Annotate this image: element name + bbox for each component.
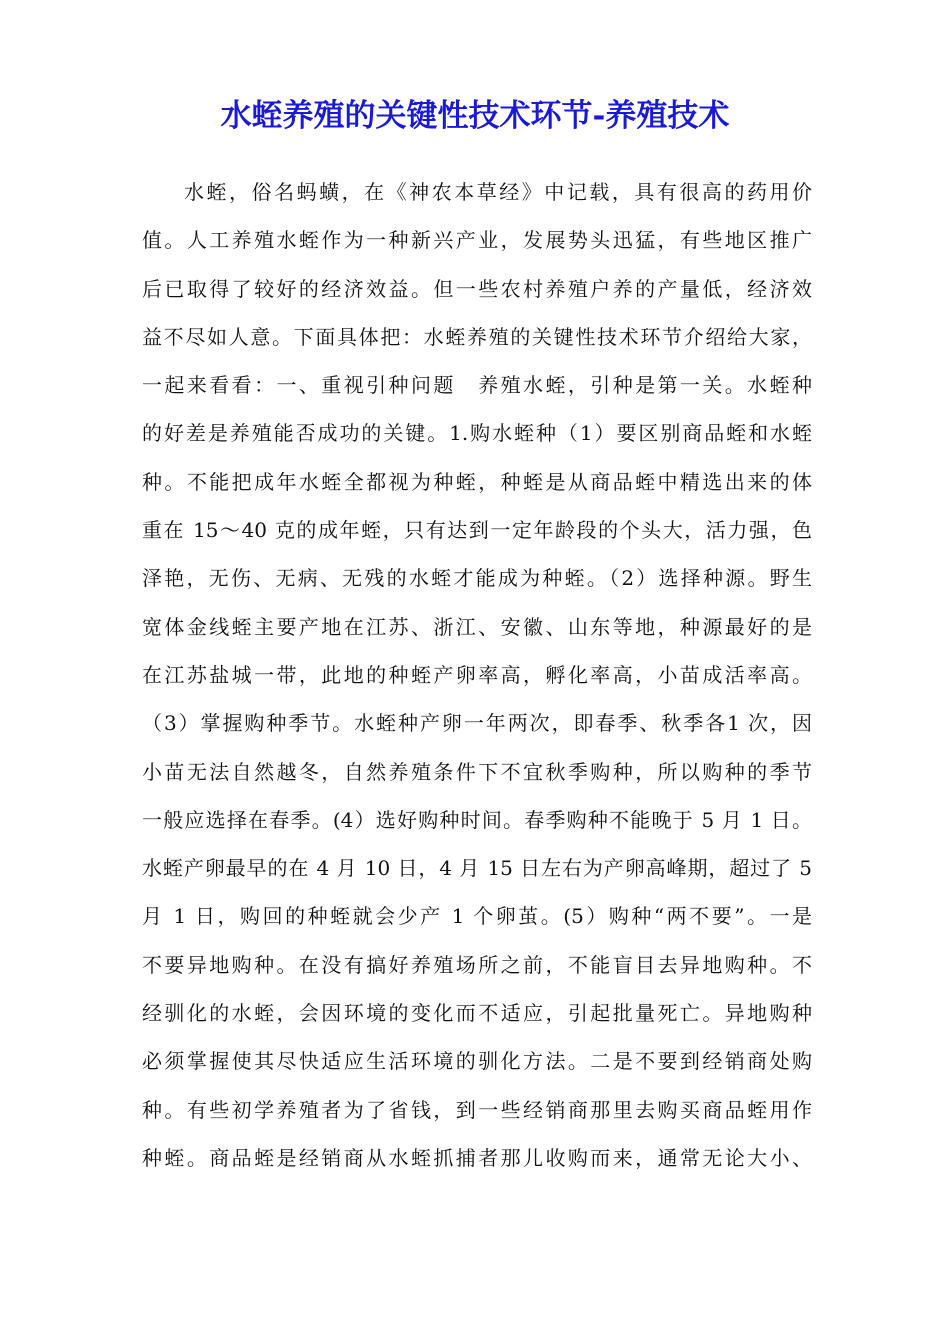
text-line: 月 1 日，购回的种蛭就会少产 1 个卵茧。(5）购种“两不要”。一是: [142, 904, 812, 929]
text-line: 重在 15～40 克的成年蛭，只有达到一定年龄段的个头大，活力强，色: [142, 518, 812, 543]
text-line: 一起来看看：一、重视引种问题 养殖水蛭，引种是第一关。水蛭种: [142, 373, 812, 398]
text-line: 必须掌握使其尽快适应生活环境的驯化方法。二是不要到经销商处购: [142, 1049, 812, 1074]
text-line: 经驯化的水蛭，会因环境的变化而不适应，引起批量死亡。异地购种: [142, 1001, 812, 1026]
text-line: 的好差是养殖能否成功的关键。1.购水蛭种（1）要区别商品蛭和水蛭: [142, 421, 812, 446]
text-line: （3）掌握购种季节。水蛭种产卵一年两次，即春季、秋季各1 次，因: [142, 711, 812, 736]
text-line: 种。有些初学养殖者为了省钱，到一些经销商那里去购买商品蛭用作: [142, 1097, 812, 1122]
text-line: 一般应选择在春季。(4）选好购种时间。春季购种不能晚于 5 月 1 日。: [142, 807, 812, 832]
text-line: 后已取得了较好的经济效益。但一些农村养殖户养的产量低，经济效: [142, 276, 812, 301]
text-line: 水蛭，俗名蚂蟥，在《神农本草经》中记载，具有很高的药用价: [184, 180, 812, 204]
text-line: 泽艳，无伤、无病、无残的水蛭才能成为种蛭。（2）选择种源。野生: [142, 566, 812, 591]
text-line: 值。人工养殖水蛭作为一种新兴产业，发展势头迅猛，有些地区推广: [142, 228, 812, 253]
text-line: 水蛭产卵最早的在 4 月 10 日，4 月 15 日左右为产卵高峰期，超过了 5: [142, 856, 812, 881]
document-body: [142, 168, 812, 1182]
document-title: 水蛭养殖的关键性技术环节-养殖技术: [220, 98, 730, 134]
text-line: 小苗无法自然越冬，自然养殖条件下不宜秋季购种，所以购种的季节: [142, 759, 812, 784]
text-line: 在江苏盐城一带，此地的种蛭产卵率高，孵化率高，小苗成活率高。: [142, 662, 812, 687]
text-line: 宽体金线蛭主要产地在江苏、浙江、安徽、山东等地，种源最好的是: [142, 614, 812, 639]
text-line: 益不尽如人意。下面具体把：水蛭养殖的关键性技术环节介绍给大家，: [142, 324, 812, 349]
text-line: 不要异地购种。在没有搞好养殖场所之前，不能盲目去异地购种。不: [142, 952, 812, 977]
text-line: 种。不能把成年水蛭全都视为种蛭，种蛭是从商品蛭中精选出来的体: [142, 469, 812, 494]
text-line: 种蛭。商品蛭是经销商从水蛭抓捕者那儿收购而来，通常无论大小、: [142, 1145, 812, 1170]
